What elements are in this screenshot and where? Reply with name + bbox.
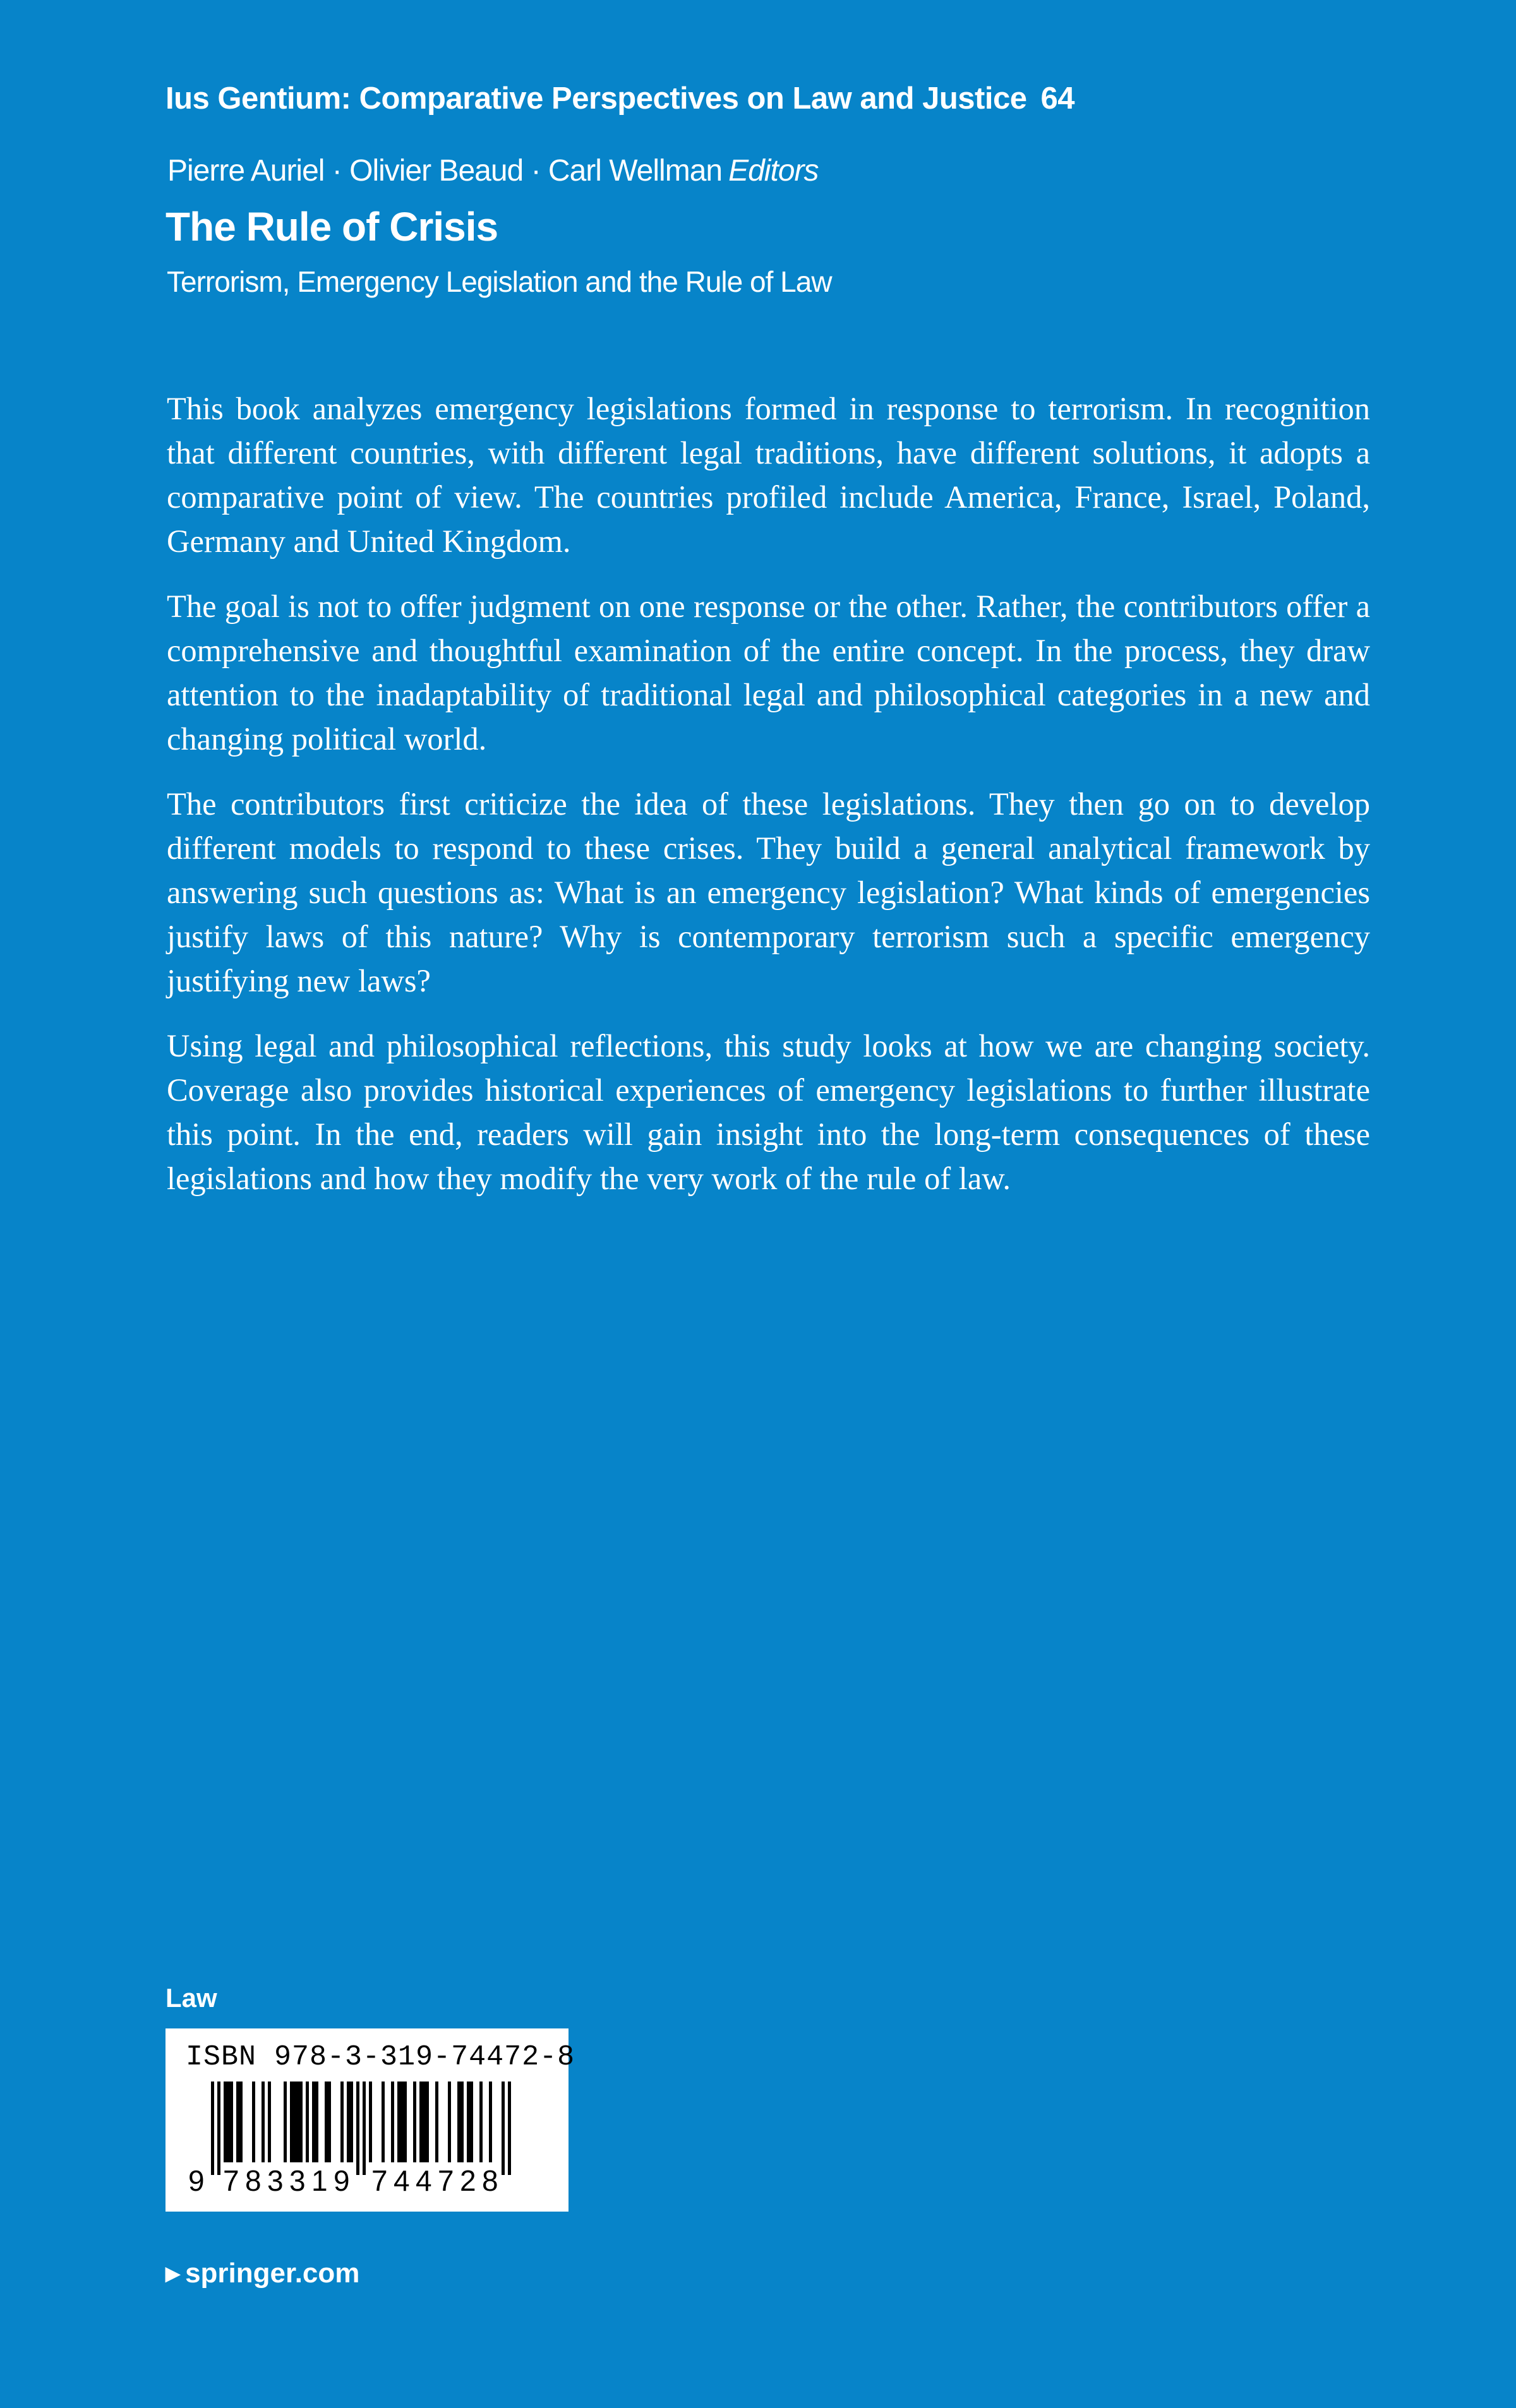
arrow-right-icon: ▶ bbox=[165, 2263, 181, 2284]
barcode-bar bbox=[382, 2082, 385, 2162]
barcode-digit: 8 bbox=[482, 2164, 498, 2197]
barcode-digit: 4 bbox=[416, 2164, 432, 2197]
barcode-bar bbox=[426, 2082, 429, 2162]
barcode-digit: 1 bbox=[311, 2164, 328, 2197]
barcode-digit: 3 bbox=[289, 2164, 306, 2197]
barcode-block bbox=[165, 2028, 575, 2212]
barcode-bar bbox=[296, 2082, 299, 2162]
editor-names: Pierre Auriel · Olivier Beaud · Carl Wellman bbox=[167, 154, 723, 188]
book-subtitle: Terrorism, Emergency Legislation and the Rule of Law bbox=[167, 265, 832, 298]
barcode-bar bbox=[419, 2082, 423, 2162]
barcode-bar bbox=[502, 2082, 505, 2175]
blurb-paragraph: Using legal and philosophical reflections, this study looks at how we are changing society. Coverage also provides historical experiences of emergency legislations to further illustrate this point. In the end, readers will gain insight into the long-term consequences of these legislations and how they modify the very work of the rule of law. bbox=[167, 1028, 1370, 1196]
barcode-bar bbox=[391, 2082, 394, 2162]
barcode-bar bbox=[306, 2082, 309, 2162]
barcode-bar bbox=[460, 2082, 464, 2162]
barcode-bar bbox=[356, 2082, 359, 2175]
barcode-bar bbox=[230, 2082, 233, 2162]
barcode-bar bbox=[268, 2082, 271, 2162]
series-number: 64 bbox=[1040, 81, 1074, 116]
barcode-bar bbox=[290, 2082, 293, 2162]
barcode-bar bbox=[467, 2082, 470, 2162]
isbn-text: ISBN 978-3-319-74472-8 bbox=[186, 2041, 575, 2073]
barcode-digit: 8 bbox=[245, 2164, 262, 2197]
website-text: springer.com bbox=[185, 2258, 360, 2289]
barcode-bars bbox=[165, 2082, 568, 2176]
barcode-bar bbox=[239, 2082, 243, 2162]
barcode-bar bbox=[479, 2082, 483, 2162]
barcode-bar bbox=[224, 2082, 227, 2162]
barcode-digit: 7 bbox=[223, 2164, 239, 2197]
series-line bbox=[165, 81, 1074, 116]
barcode-bar bbox=[350, 2082, 353, 2162]
barcode-bar bbox=[489, 2082, 492, 2162]
barcode-digit: 7 bbox=[438, 2164, 454, 2197]
barcode-bar bbox=[470, 2082, 473, 2162]
barcode-bar bbox=[284, 2082, 287, 2162]
barcode-bar bbox=[448, 2082, 451, 2162]
barcode-digit: 9 bbox=[334, 2164, 350, 2197]
editors-role: Editors bbox=[728, 154, 819, 188]
barcode-bar bbox=[423, 2082, 426, 2162]
barcode-bar bbox=[325, 2082, 328, 2162]
barcode-bar bbox=[293, 2082, 296, 2162]
barcode-digit: 4 bbox=[394, 2164, 410, 2197]
barcode-bar bbox=[262, 2082, 265, 2162]
barcode-bar bbox=[363, 2082, 366, 2175]
barcode-bar bbox=[413, 2082, 416, 2162]
subject-label: Law bbox=[165, 1983, 217, 2013]
barcode-digit: 2 bbox=[460, 2164, 476, 2197]
barcode-digit: 7 bbox=[371, 2164, 388, 2197]
barcode-bar bbox=[252, 2082, 255, 2162]
barcode-bar bbox=[400, 2082, 404, 2162]
barcode-bar bbox=[347, 2082, 350, 2162]
barcode-bar bbox=[435, 2082, 438, 2162]
barcode-bar bbox=[315, 2082, 318, 2162]
blurb-paragraph: The contributors first criticize the idea of these legislations. They then go on to develop different models to respond to these crises. They build a general analytical framework by answering such questions as: What is an emergency legislation? What kinds of emergencies justify laws of this nature? Why is contemporary terrorism such a specific emergency justifying new laws? bbox=[167, 786, 1370, 998]
barcode-bar bbox=[508, 2082, 511, 2175]
barcode-bar bbox=[236, 2082, 239, 2162]
barcode-bar bbox=[328, 2082, 331, 2162]
barcode-bar bbox=[397, 2082, 400, 2162]
website-link[interactable] bbox=[165, 2258, 359, 2289]
barcode-bar bbox=[312, 2082, 315, 2162]
barcode-bar bbox=[340, 2082, 344, 2162]
blurb-paragraph: The goal is not to offer judgment on one response or the other. Rather, the contributors offer a comprehensive and thoughtful examination of the entire concept. In the process, they draw attention to the inadaptability of traditional legal and philosophical categories in a new and changing political world. bbox=[167, 589, 1370, 757]
barcode-bar bbox=[211, 2082, 214, 2175]
series-name: Ius Gentium: Comparative Perspectives on Law and Justice bbox=[165, 81, 1027, 116]
book-title: The Rule of Crisis bbox=[165, 204, 498, 249]
blurb bbox=[167, 386, 1370, 1221]
editors-line bbox=[167, 153, 818, 188]
barcode-digit: 3 bbox=[267, 2164, 284, 2197]
barcode-bar bbox=[404, 2082, 407, 2162]
barcode-bar bbox=[457, 2082, 460, 2162]
barcode-bar bbox=[369, 2082, 372, 2162]
barcode-bar bbox=[299, 2082, 303, 2162]
blurb-paragraph: This book analyzes emergency legislations formed in response to terrorism. In recognition that different countries, with different legal traditions, have different solutions, it adopts a comparative point of view. The countries profiled include America, France, Israel, Poland, Germany and United Kingdom. bbox=[167, 391, 1370, 559]
barcode-bar bbox=[217, 2082, 220, 2175]
barcode-digit: 9 bbox=[188, 2164, 205, 2197]
barcode-bar bbox=[227, 2082, 230, 2162]
